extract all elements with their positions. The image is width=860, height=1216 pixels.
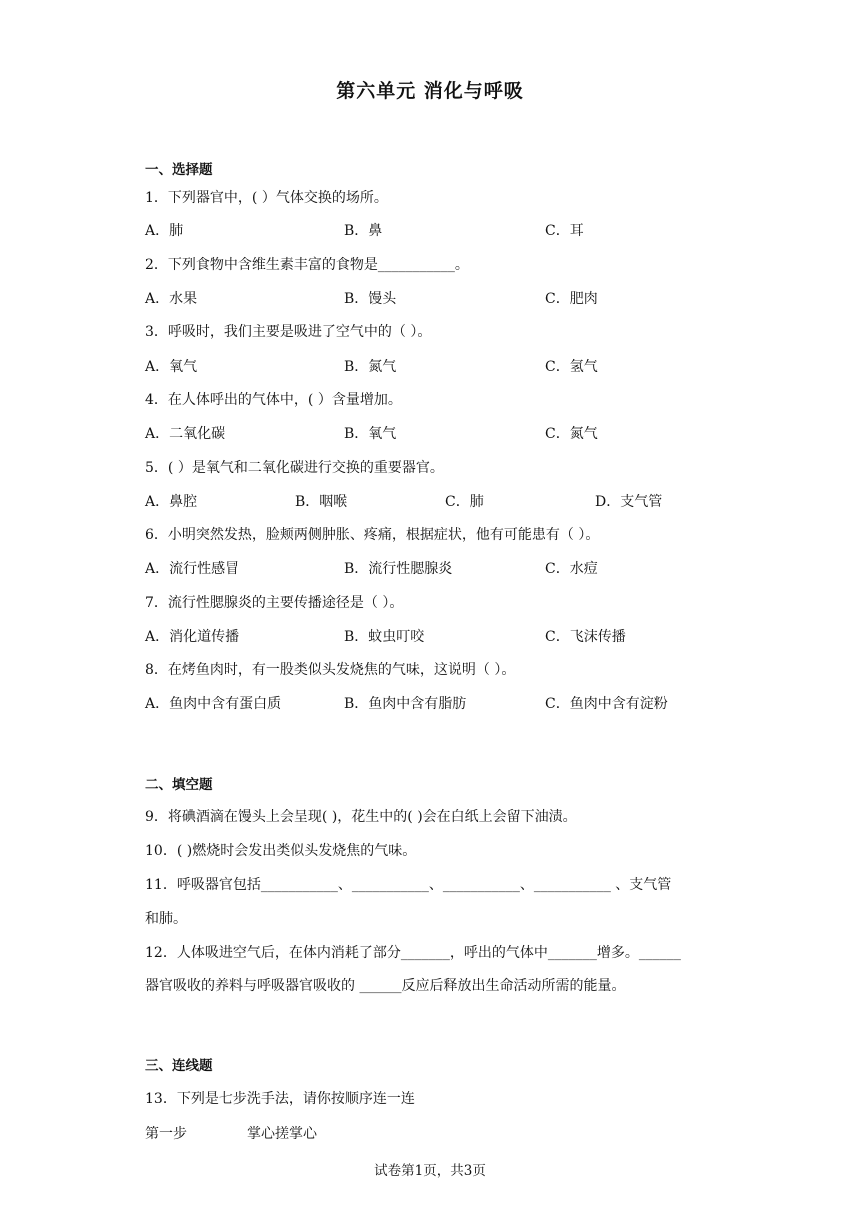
section-heading-fill: 二、填空题 xyxy=(145,777,213,793)
option: A．鱼肉中含有蛋白质 xyxy=(145,696,282,712)
question-line: 11．呼吸器官包括___________、___________、___________、___________ 、支气管 xyxy=(145,877,672,893)
question-stem: 3．呼吸时，我们主要是吸进了空气中的（ ）。 xyxy=(145,324,432,340)
question-stem: 8．在烤鱼肉时，有一股类似头发烧焦的气味，这说明（ ）。 xyxy=(145,662,516,678)
option: A．水果 xyxy=(145,291,198,307)
option: B．咽喉 xyxy=(295,494,348,510)
question-stem: 5．( ）是氧气和二氧化碳进行交换的重要器官。 xyxy=(145,460,444,476)
option: A．鼻腔 xyxy=(145,494,198,510)
question-line: 9．将碘酒滴在馒头上会呈现( )，花生中的( )会在白纸上会留下油渍。 xyxy=(145,809,577,825)
question-line: 10．( )燃烧时会发出类似头发烧焦的气味。 xyxy=(145,843,417,859)
page-footer: 试卷第1页，共3页 xyxy=(374,1163,486,1179)
question-line: 和肺。 xyxy=(145,911,187,927)
option: B．氮气 xyxy=(344,359,397,375)
option: A．二氧化碳 xyxy=(145,426,226,442)
option: B．氧气 xyxy=(344,426,397,442)
question-stem: 13．下列是七步洗手法，请你按顺序连一连 xyxy=(145,1091,415,1107)
option: A．消化道传播 xyxy=(145,629,240,645)
option: C．鱼肉中含有淀粉 xyxy=(545,696,668,712)
option: A．流行性感冒 xyxy=(145,561,240,577)
option: A．肺 xyxy=(145,223,184,239)
option: B．鼻 xyxy=(344,223,383,239)
page-title: 第六单元 消化与呼吸 xyxy=(336,80,524,102)
question-stem: 6．小明突然发热，脸颊两侧肿胀、疼痛，根据症状，他有可能患有（ ）。 xyxy=(145,527,600,543)
option: C．氮气 xyxy=(545,426,598,442)
section-heading-choice: 一、选择题 xyxy=(145,162,213,178)
option: C．肥肉 xyxy=(545,291,598,307)
section-heading-match: 三、连线题 xyxy=(145,1058,213,1074)
option: C．氢气 xyxy=(545,359,598,375)
option: A．氧气 xyxy=(145,359,198,375)
question-stem: 4．在人体呼出的气体中，( ）含量增加。 xyxy=(145,392,402,408)
option: C．飞沫传播 xyxy=(545,629,626,645)
option: B．流行性腮腺炎 xyxy=(344,561,453,577)
option: B．馒头 xyxy=(344,291,397,307)
option: C．耳 xyxy=(545,223,584,239)
option: D．支气管 xyxy=(595,494,663,510)
question-stem: 1．下列器官中，( ）气体交换的场所。 xyxy=(145,190,388,206)
option: B．蚊虫叮咬 xyxy=(344,629,425,645)
question-stem: 2．下列食物中含维生素丰富的食物是___________。 xyxy=(145,257,469,273)
option: C．水痘 xyxy=(545,561,598,577)
match-right-item: 掌心搓掌心 xyxy=(247,1126,317,1142)
question-line: 12．人体吸进空气后，在体内消耗了部分_______，呼出的气体中_______增多。______ xyxy=(145,945,681,961)
match-left-item: 第一步 xyxy=(145,1126,187,1142)
question-line: 器官吸收的养料与呼吸器官吸收的 ______反应后释放出生命活动所需的能量。 xyxy=(145,978,626,994)
question-stem: 7．流行性腮腺炎的主要传播途径是（ ）。 xyxy=(145,595,404,611)
option: B．鱼肉中含有脂肪 xyxy=(344,696,467,712)
option: C．肺 xyxy=(445,494,484,510)
